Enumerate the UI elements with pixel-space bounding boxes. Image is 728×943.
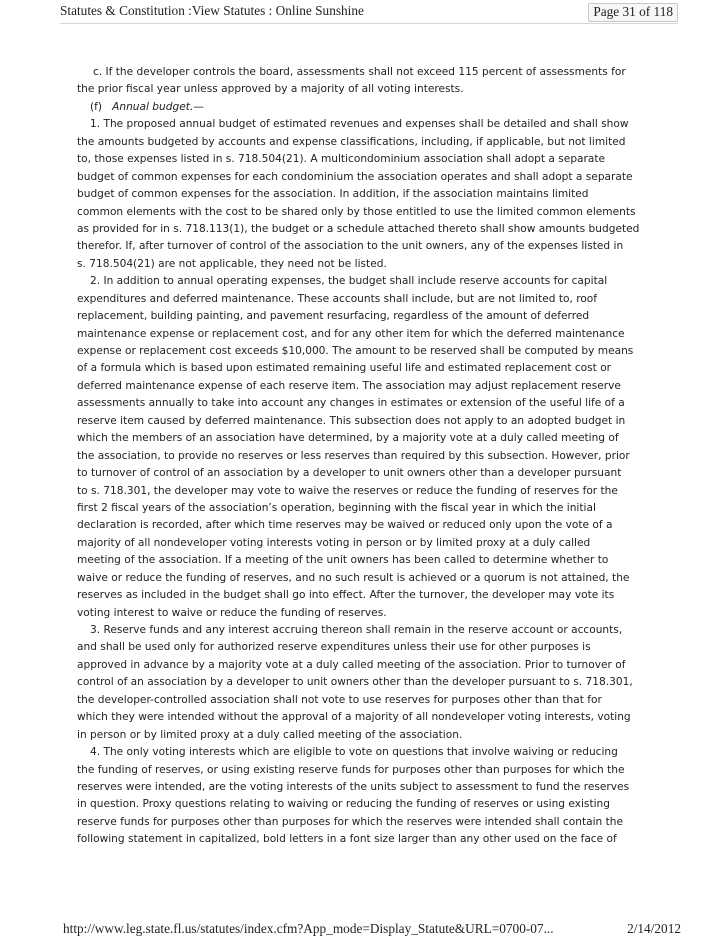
text-line: s. 718.504(21) are not applicable, they need not be listed. (77, 257, 387, 270)
page-header (60, 0, 678, 24)
text-line: the prior fiscal year unless approved by a majority of all voting interests. (77, 83, 464, 96)
text-line: expense or replacement cost exceeds $10,000. The amount to be reserved shall be computed by means (77, 345, 634, 357)
text-line: 4. The only voting interests which are eligible to vote on questions that involve waiving or reducing (90, 746, 618, 759)
text-line: declaration is recorded, after which time reserves may be waived or reduced only upon the vote of a (77, 519, 613, 532)
document-title: Statutes & Constitution :View Statutes : Online Sunshine (60, 3, 364, 18)
text-line: the association, to provide no reserves or less reserves than required by this subsection. However, prior (77, 449, 630, 462)
text-line: assessments annually to take into account any changes in estimates or extension of the useful life of a (77, 397, 625, 410)
text-line: reserve funds for purposes other than purposes for which the reserves were intended shall contain the (77, 815, 624, 828)
text-line: the funding of reserves, or using existing reserve funds for purposes other than purposes for which the (77, 763, 625, 776)
text-line: reserve item caused by deferred maintenance. This subsection does not apply to an adopted budget in (77, 414, 626, 427)
page-footer (63, 919, 681, 939)
em-dash: — (193, 100, 204, 113)
source-url: http://www.leg.state.fl.us/statutes/index.cfm?App_mode=Display_Statute&URL=0700-07... (63, 921, 554, 936)
page-number: Page 31 of 118 (588, 3, 678, 22)
text-line: common elements with the cost to be shared only by those entitled to use the limited common elements (77, 205, 636, 218)
text-line: of a formula which is based upon estimated remaining useful life and estimated replacement cost or (77, 362, 612, 375)
text-line: to turnover of control of an association by a developer to unit owners other than a developer pursuant (77, 467, 622, 480)
text-line: voting interest to waive or reduce the funding of reserves. (77, 606, 387, 619)
paragraph-f-label: (f) (90, 100, 102, 113)
text-line: 1. The proposed annual budget of estimated revenues and expenses shall be detailed and shall show (90, 118, 629, 131)
text-line: budget of common expenses for the association. In addition, if the association maintains limited (77, 188, 589, 201)
text-line: following statement in capitalized, bold letters in a font size larger than any other used on the face of (77, 833, 617, 846)
text-line: to s. 718.301, the developer may vote to waive the reserves or reduce the funding of reserves for the (77, 484, 618, 497)
text-line: approved in advance by a majority vote at a duly called meeting of the association. Prior to turnover of (77, 658, 626, 671)
text-line: which the members of an association have determined, by a majority vote at a duly called meeting of (77, 432, 619, 445)
text-line: 2. In addition to annual operating expenses, the budget shall include reserve accounts for capital (90, 275, 608, 288)
text-line: reserves as included in the budget shall go into effect. After the turnover, the developer may vote its (77, 589, 615, 602)
text-line: maintenance expense or replacement cost, and for any other item for which the deferred maintenance (77, 327, 625, 340)
text-line: 3. Reserve funds and any interest accruing thereon shall remain in the reserve account or accounts, (90, 624, 623, 636)
subparagraph-c (77, 64, 657, 81)
text-line: in question. Proxy questions relating to waiving or reducing the funding of reserves or using existing (77, 798, 610, 811)
text-line: therefor. If, after turnover of control of the association to the unit owners, any of the expenses listed in (77, 240, 624, 253)
text-line: meeting of the association. If a meeting of the unit owners has been called to determine whether to (77, 554, 609, 567)
text-line: as provided for in s. 718.113(1), the budget or a schedule attached thereto shall show amounts budgeted (77, 222, 640, 235)
text-line: the developer-controlled association shall not vote to use reserves for purposes other than that for (77, 693, 602, 706)
text-line: majority of all nondeveloper voting interests voting in person or by limited proxy at a duly called (77, 536, 591, 549)
page-indicator (588, 3, 678, 22)
paragraph-f-heading (77, 99, 657, 116)
text-line: expenditures and deferred maintenance. These accounts shall include, but are not limited to, roof (77, 292, 598, 305)
text-line: which they were intended without the approval of a majority of all nondeveloper voting interests, voting (77, 711, 631, 724)
text-line: deferred maintenance expense of each reserve item. The association may adjust replacement reserve (77, 379, 621, 392)
header-divider (60, 23, 678, 24)
text-line: waive or reduce the funding of reserves, and no such result is achieved or a quorum is not attained, the (77, 571, 630, 584)
paragraph-f-title: Annual budget. (112, 100, 194, 113)
text-line: reserves were intended, are the voting interests of the units subject to assessment to fund the reserves (77, 780, 630, 793)
statute-text (77, 64, 657, 849)
text-line: and shall be used only for authorized reserve expenditures unless their use for other purposes is (77, 641, 591, 654)
text-line: control of an association by a developer to unit owners other than the developer pursuant to s. 718.301, (77, 676, 633, 689)
text-line: first 2 fiscal years of the association’s operation, beginning with the fiscal year in which the initial (77, 501, 596, 514)
text-line: the amounts budgeted by accounts and expense classifications, including, if applicable, but not limited (77, 135, 626, 148)
text-line: replacement, building painting, and pavement resurfacing, regardless of the amount of deferred (77, 310, 590, 323)
text-line: in person or by limited proxy at a duly called meeting of the association. (77, 728, 463, 741)
text-line: to, those expenses listed in s. 718.504(21). A multicondominium association shall adopt a separate (77, 153, 606, 166)
text-line: budget of common expenses for each condominium the association operates and shall adopt a separate (77, 170, 633, 183)
text-line: c. If the developer controls the board, assessments shall not exceed 115 percent of assessments for (93, 66, 626, 78)
print-date: 2/14/2012 (627, 921, 681, 936)
